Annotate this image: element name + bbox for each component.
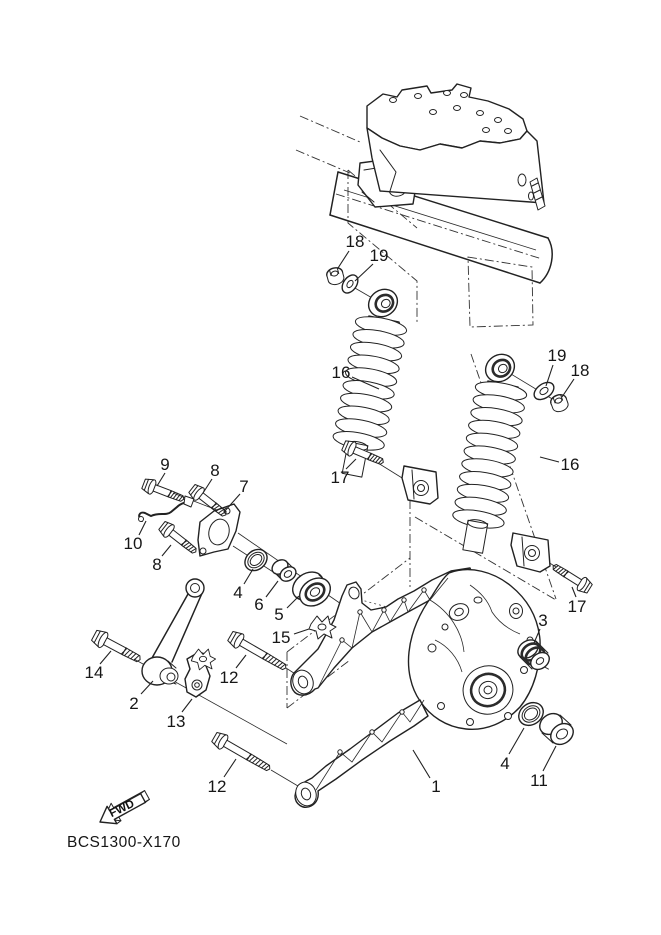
callout-label-6: 6 xyxy=(254,595,264,614)
callout-label-2: 2 xyxy=(129,694,139,713)
callout-label-16: 16 xyxy=(331,363,351,382)
callout-leader-18 xyxy=(338,251,349,268)
callout-leader-5 xyxy=(287,596,299,608)
callout-label-14: 14 xyxy=(84,663,104,682)
fwd-label: FWD xyxy=(107,797,137,821)
bolt-14 xyxy=(90,628,144,667)
callout-label-15: 15 xyxy=(271,628,291,647)
diagram-code: BCS1300-X170 xyxy=(67,834,181,851)
bolt-8-lower xyxy=(157,519,200,557)
bolt-9 xyxy=(141,477,187,507)
shock-absorber-right xyxy=(447,349,550,572)
oil-seal-4-mid xyxy=(241,545,272,575)
callout-leader-1 xyxy=(413,750,430,778)
callout-label-12: 12 xyxy=(207,777,227,796)
callout-leader-15 xyxy=(294,629,309,634)
nut-18-right xyxy=(549,393,570,414)
callout-label-16: 16 xyxy=(560,455,580,474)
callout-leader-8 xyxy=(162,545,171,556)
callout-leader-11 xyxy=(543,746,556,771)
frame-bracket xyxy=(367,84,545,210)
callout-label-1: 1 xyxy=(431,777,441,796)
callout-label-7: 7 xyxy=(239,477,249,496)
callout-leader-9 xyxy=(157,473,165,486)
callout-label-12: 12 xyxy=(219,668,239,687)
callout-label-3: 3 xyxy=(538,611,548,630)
callout-label-19: 19 xyxy=(547,346,567,365)
wire-guide-10 xyxy=(139,496,195,522)
fwd-arrow xyxy=(100,791,149,824)
bracket-plate-7 xyxy=(198,504,240,556)
collar-6 xyxy=(269,557,298,584)
callout-label-8: 8 xyxy=(152,555,162,574)
callout-leader-8 xyxy=(203,479,212,493)
callout-leader-13 xyxy=(182,699,192,712)
callout-leader-12 xyxy=(236,655,246,668)
callout-leader-6 xyxy=(266,581,278,597)
callout-label-17: 17 xyxy=(567,597,587,616)
callout-label-17: 17 xyxy=(330,468,350,487)
callout-label-4: 4 xyxy=(233,583,243,602)
callout-label-18: 18 xyxy=(345,232,365,251)
callout-leader-16 xyxy=(540,457,559,462)
callout-leader-4 xyxy=(509,728,524,754)
callout-leader-18 xyxy=(562,379,574,397)
callout-label-11: 11 xyxy=(530,771,548,790)
callout-leader-12 xyxy=(224,759,236,777)
callout-label-19: 19 xyxy=(369,246,389,265)
callout-label-4: 4 xyxy=(500,754,510,773)
callout-leader-19 xyxy=(355,264,373,281)
callout-label-13: 13 xyxy=(166,712,186,731)
callout-leader-10 xyxy=(139,521,146,535)
callout-leader-2 xyxy=(141,681,153,694)
callout-label-9: 9 xyxy=(160,455,170,474)
callout-leader-17 xyxy=(572,587,576,597)
nut-18-left xyxy=(325,266,345,286)
callout-label-5: 5 xyxy=(274,605,284,624)
callout-leader-4 xyxy=(244,569,253,584)
callout-label-10: 10 xyxy=(123,534,143,553)
callout-label-18: 18 xyxy=(570,361,590,380)
bolt-17-right xyxy=(549,560,594,596)
callout-label-8: 8 xyxy=(210,461,220,480)
bolt-12-lower xyxy=(210,730,273,776)
